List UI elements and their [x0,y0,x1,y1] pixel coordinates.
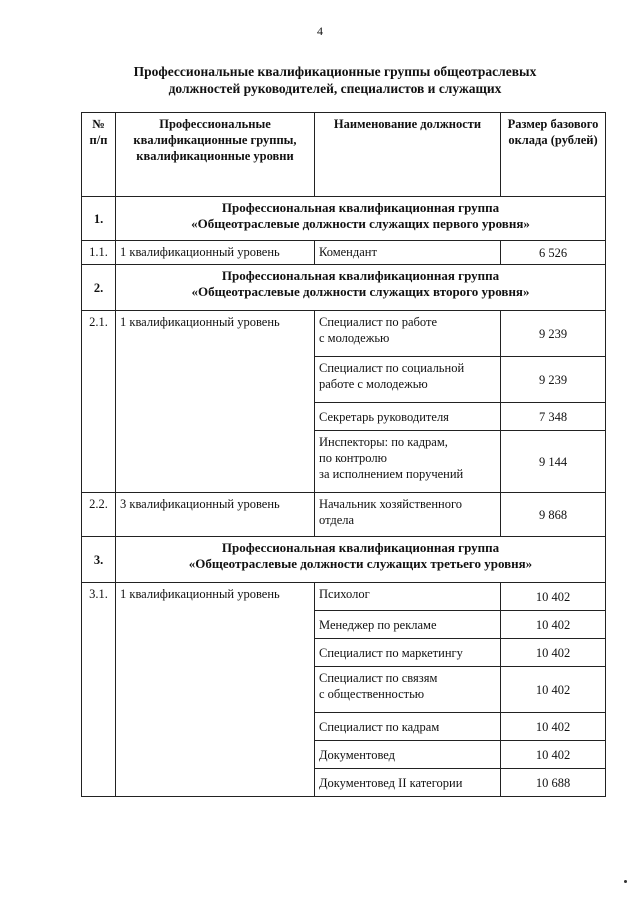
position-line: за исполнением поручений [319,467,464,481]
position-name [315,357,501,403]
qualification-level: 1 квалификационный уровень [116,241,315,265]
position-line: по контролю [319,451,387,465]
section-title-line: «Общеотраслевые должности служащих третьего уровня» [188,556,533,571]
header-salary: Размер базового оклада (рублей) [501,113,606,197]
salary-value: 9 868 [501,493,606,537]
section-title [116,197,606,241]
document-title [60,63,610,97]
qualification-level: 1 квалификационный уровень [116,583,315,797]
section-title-line: Профессиональная квалификационная группа [221,268,500,283]
salary-value: 10 402 [501,667,606,713]
row-number: 2.2. [82,493,116,537]
page-number: 4 [317,24,323,38]
position-name [315,311,501,357]
position-line: с общественностью [319,687,425,701]
title-line-2: должностей руководителей, специалистов и служащих [168,81,502,96]
salary-value: 10 688 [501,769,606,797]
position-line: работе с молодежью [319,377,428,391]
salary-value: 10 402 [501,639,606,667]
header-position: Наименование должности [315,113,501,197]
position-name: Специалист по маркетингу [315,639,501,667]
salary-table [81,112,606,797]
section-row [82,265,606,311]
position-name: Менеджер по рекламе [315,611,501,639]
position-name: Документовед II категории [315,769,501,797]
table-row [82,583,606,611]
section-number: 1. [82,197,116,241]
position-line: отдела [319,513,355,527]
salary-value: 10 402 [501,713,606,741]
position-line: Инспекторы: по кадрам, [319,435,448,449]
salary-value: 9 239 [501,311,606,357]
position-line: Начальник хозяйственного [319,497,463,511]
position-name: Психолог [315,583,501,611]
salary-value: 10 402 [501,611,606,639]
position-name: Специалист по кадрам [315,713,501,741]
salary-value: 7 348 [501,403,606,431]
salary-value: 6 526 [501,241,606,265]
section-title-line: «Общеотраслевые должности служащих второго уровня» [191,284,530,299]
title-line-1: Профессиональные квалификационные группы общеотраслевых [133,64,537,79]
section-number: 2. [82,265,116,311]
position-name [315,667,501,713]
position-name [315,431,501,493]
row-number: 3.1. [82,583,116,797]
section-title-line: «Общеотраслевые должности служащих первого уровня» [191,216,530,231]
position-name: Комендант [315,241,501,265]
salary-value: 9 144 [501,431,606,493]
salary-value: 9 239 [501,357,606,403]
salary-value: 10 402 [501,741,606,769]
table-row [82,241,606,265]
section-row [82,537,606,583]
section-title [116,265,606,311]
section-title-line: Профессиональная квалификационная группа [221,200,500,215]
row-number: 1.1. [82,241,116,265]
table-header-row [82,113,606,197]
position-line: Специалист по работе [319,315,437,329]
section-title-line: Профессиональная квалификационная группа [221,540,500,555]
position-name [315,493,501,537]
scan-speck [624,880,627,883]
qualification-level: 3 квалификационный уровень [116,493,315,537]
position-line: Специалист по связям [319,671,438,685]
header-group: Профессиональные квалификационные группы, квалификационные уровни [116,113,315,197]
position-name: Документовед [315,741,501,769]
position-line: с молодежью [319,331,390,345]
salary-value: 10 402 [501,583,606,611]
section-number: 3. [82,537,116,583]
table-row [82,311,606,357]
table-row [82,493,606,537]
position-name: Секретарь руководителя [315,403,501,431]
section-title [116,537,606,583]
header-num: № п/п [82,113,116,197]
row-number: 2.1. [82,311,116,493]
qualification-level: 1 квалификационный уровень [116,311,315,493]
section-row [82,197,606,241]
position-line: Специалист по социальной [319,361,465,375]
